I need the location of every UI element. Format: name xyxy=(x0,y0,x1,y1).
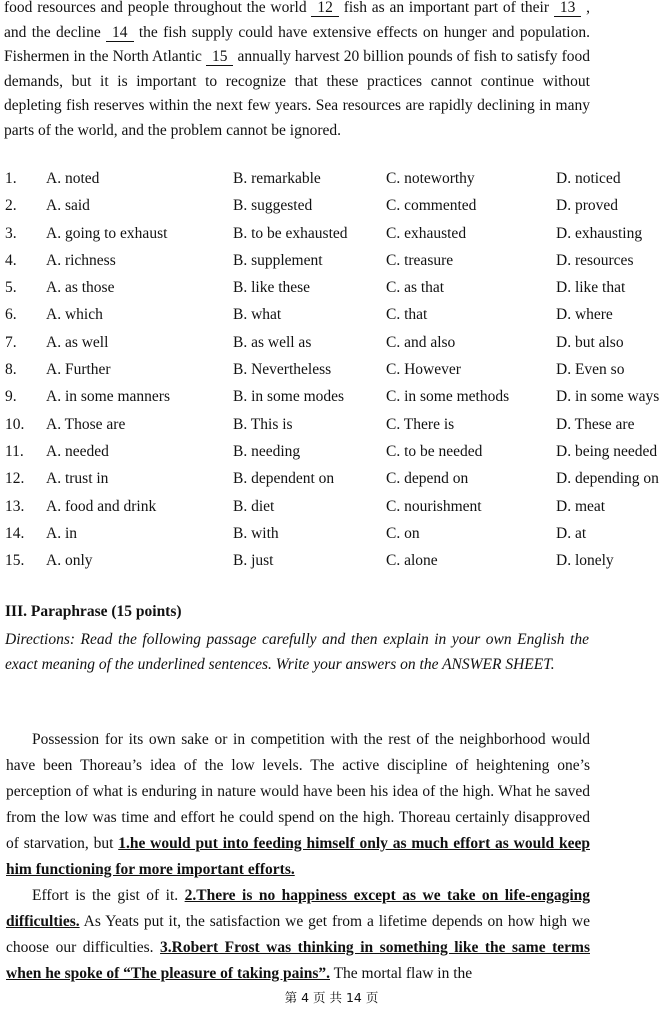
option-c: C. that xyxy=(386,306,428,324)
option-d: D. Even so xyxy=(556,361,625,379)
question-number: 1. xyxy=(5,170,17,187)
question-number: 7. xyxy=(5,333,17,351)
question-number: 4. xyxy=(5,251,17,269)
passage-text: , and the decline xyxy=(4,0,590,41)
question-number: 9. xyxy=(5,388,17,406)
question-number: 13. xyxy=(5,497,25,515)
option-c: C. treasure xyxy=(386,251,454,269)
option-a: A. trust in xyxy=(46,470,109,488)
option-d: D. at xyxy=(556,524,587,542)
option-c: C. exhausted xyxy=(386,224,467,242)
option-a: A. Further xyxy=(46,361,111,379)
question-number: 10. xyxy=(5,415,25,433)
answer-options-list xyxy=(0,167,663,576)
paragraph-text: Effort is the gist of it. xyxy=(32,887,185,904)
option-row xyxy=(0,194,663,221)
page-number-footer: 第 4 页 共 14 页 xyxy=(284,990,379,1005)
question-number: 3. xyxy=(5,224,17,242)
underlined-sentence-2: 2.There is no happiness except as we take on life-engaging difficulties. xyxy=(6,887,590,930)
passage-text: fish as an important part of their xyxy=(338,0,554,16)
question-number: 5. xyxy=(5,279,17,297)
option-c: C. However xyxy=(386,361,461,379)
option-a: A. said xyxy=(46,197,90,215)
option-d: D. resources xyxy=(556,251,634,269)
option-d: D. noticed xyxy=(556,170,621,187)
option-a: A. as well xyxy=(46,333,109,351)
option-a: A. noted xyxy=(46,170,100,187)
paragraph-text: Possession for its own sake or in competition with the rest of the neighborhood would have been Thoreau’s idea of the low levels. The active discipline of heightening one’s perception of what is enduring in nature would have been his idea of the high. What he saved from the low was time and effort he could spend on the high. Thoreau certainly disapproved of starvation, but xyxy=(6,731,590,852)
option-row xyxy=(0,331,663,358)
option-c: C. to be needed xyxy=(386,442,483,460)
option-c: C. commented xyxy=(386,197,477,215)
option-row xyxy=(0,467,663,494)
option-d: D. meat xyxy=(556,497,606,515)
option-a: A. needed xyxy=(46,442,109,460)
question-number: 12. xyxy=(5,470,25,488)
passage-paragraph-2 xyxy=(6,883,590,987)
option-row xyxy=(0,303,663,330)
option-a: A. as those xyxy=(46,279,115,297)
underlined-sentence-1: 1.he would put into feeding himself only as much effort as would keep him functioning for more important efforts. xyxy=(6,835,590,878)
blank-15: 15 xyxy=(206,48,234,66)
option-c: C. and also xyxy=(386,333,456,351)
option-b: B. as well as xyxy=(233,333,312,351)
option-c: C. nourishment xyxy=(386,497,482,515)
option-b: B. like these xyxy=(233,279,311,297)
option-d: D. but also xyxy=(556,333,624,351)
option-c: C. on xyxy=(386,524,420,542)
option-a: A. only xyxy=(46,552,93,570)
passage-text: food resources and people throughout the world xyxy=(4,0,312,16)
option-a: A. food and drink xyxy=(46,497,157,515)
option-a: A. in some manners xyxy=(46,388,170,406)
question-number: 8. xyxy=(5,361,17,379)
option-b: B. This is xyxy=(233,415,293,433)
option-b: B. suggested xyxy=(233,197,313,215)
passage-text: annually harvest 20 billion pounds of fish to satisfy food demands, but it is important to recognize that these practices cannot continue without depleting fish reserves within the next few years. Sea resources are rapidly declining in many parts of the world, and the problem cannot be ignored. xyxy=(4,48,590,139)
option-row xyxy=(0,249,663,276)
option-b: B. needing xyxy=(233,442,301,460)
option-c: C. as that xyxy=(386,279,445,297)
option-d: D. proved xyxy=(556,197,618,215)
option-row xyxy=(0,385,663,412)
option-b: B. what xyxy=(233,306,282,324)
option-d: D. These are xyxy=(556,415,635,433)
option-d: D. in some ways xyxy=(556,388,660,406)
option-row xyxy=(0,222,663,249)
blank-14: 14 xyxy=(106,24,134,42)
option-d: D. like that xyxy=(556,279,626,297)
option-b: B. supplement xyxy=(233,251,323,269)
option-a: A. which xyxy=(46,306,103,324)
option-a: A. going to exhaust xyxy=(46,224,168,242)
paragraph-text: The mortal flaw in the xyxy=(329,965,473,982)
option-row xyxy=(0,276,663,303)
paraphrase-passage xyxy=(6,727,590,987)
cloze-passage-continuation xyxy=(4,0,590,143)
option-d: D. lonely xyxy=(556,552,614,570)
option-b: B. remarkable xyxy=(233,170,321,187)
option-b: B. dependent on xyxy=(233,470,335,488)
question-number: 2. xyxy=(5,197,17,215)
option-d: D. being needed xyxy=(556,442,658,460)
option-b: B. diet xyxy=(233,497,275,515)
option-d: D. exhausting xyxy=(556,224,643,242)
question-number: 14. xyxy=(5,524,25,542)
option-row xyxy=(0,440,663,467)
option-row xyxy=(0,413,663,440)
passage-text: the fish supply could have extensive effects on hunger and population. Fishermen in the North Atlantic xyxy=(4,23,590,65)
option-c: C. alone xyxy=(386,552,438,570)
option-a: A. richness xyxy=(46,251,116,269)
option-a: A. in xyxy=(46,524,77,542)
option-row xyxy=(0,522,663,549)
option-b: B. with xyxy=(233,524,279,542)
section-directions: Directions: Read the following passage carefully and then explain in your own English the exact meaning of the underlined sentences. Write your answers on the ANSWER SHEET. xyxy=(5,631,589,673)
paragraph-text: As Yeats put it, the satisfaction we get from a lifetime depends on how high we choose our difficulties. xyxy=(6,913,590,956)
question-number: 11. xyxy=(5,442,24,460)
option-a: A. Those are xyxy=(46,415,126,433)
blank-13: 13 xyxy=(554,0,582,17)
blank-12: 12 xyxy=(311,0,339,17)
option-row xyxy=(0,495,663,522)
section-heading: III. Paraphrase (15 points) xyxy=(5,603,182,620)
option-b: B. Nevertheless xyxy=(233,361,332,379)
option-b: B. just xyxy=(233,552,274,570)
question-number: 15. xyxy=(5,552,25,570)
option-c: C. depend on xyxy=(386,470,469,488)
option-b: B. in some modes xyxy=(233,388,345,406)
option-c: C. noteworthy xyxy=(386,170,475,187)
option-c: C. in some methods xyxy=(386,388,510,406)
passage-paragraph-1 xyxy=(6,727,590,883)
option-row xyxy=(0,358,663,385)
question-number: 6. xyxy=(5,306,17,324)
option-d: D. where xyxy=(556,306,613,324)
option-c: C. There is xyxy=(386,415,455,433)
option-row xyxy=(0,167,663,194)
underlined-sentence-3: 3.Robert Frost was thinking in something like the same terms when he spoke of “The pleasure of taking pains”. xyxy=(6,939,590,982)
option-d: D. depending on xyxy=(556,470,659,488)
option-b: B. to be exhausted xyxy=(233,224,348,242)
option-row xyxy=(0,549,663,576)
